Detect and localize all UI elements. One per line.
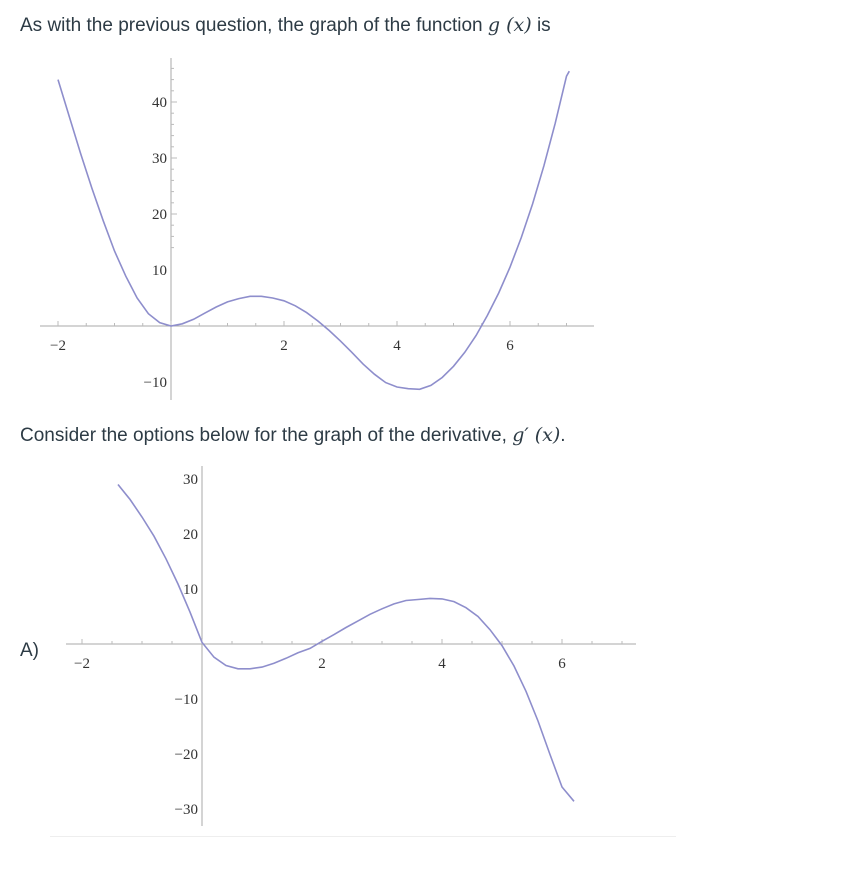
intro-text: As with the previous question, the graph of the function	[20, 15, 483, 36]
y-tick-label: −10	[143, 375, 167, 391]
consider-text: Consider the options below for the graph of the derivative,	[20, 425, 507, 446]
y-tick-label: 40	[152, 95, 167, 111]
y-tick-label: 30	[152, 151, 167, 167]
y-tick-label: 20	[152, 207, 167, 223]
x-tick-label: 4	[438, 656, 446, 672]
function-g-math: g (x)	[487, 14, 532, 36]
x-tick-label: 2	[318, 656, 326, 672]
y-tick-label: 20	[183, 527, 198, 543]
divider	[50, 836, 676, 837]
y-tick-label: 10	[152, 263, 167, 279]
x-tick-label: −2	[74, 656, 90, 672]
x-tick-label: 6	[558, 656, 566, 672]
y-tick-label: −30	[174, 802, 198, 818]
x-tick-label: −2	[50, 338, 66, 354]
derivative-math: g′ (x)	[512, 424, 561, 446]
x-tick-label: 6	[506, 338, 514, 354]
consider-end: .	[560, 425, 566, 446]
x-tick-label: 2	[280, 338, 288, 354]
option-a-label[interactable]: A)	[20, 640, 39, 661]
intro-end: is	[536, 15, 551, 36]
x-tick-label: 4	[393, 338, 401, 354]
y-tick-label: 10	[183, 582, 198, 598]
y-tick-label: −20	[174, 747, 198, 763]
y-tick-label: −10	[174, 692, 198, 708]
y-tick-label: 30	[183, 472, 198, 488]
